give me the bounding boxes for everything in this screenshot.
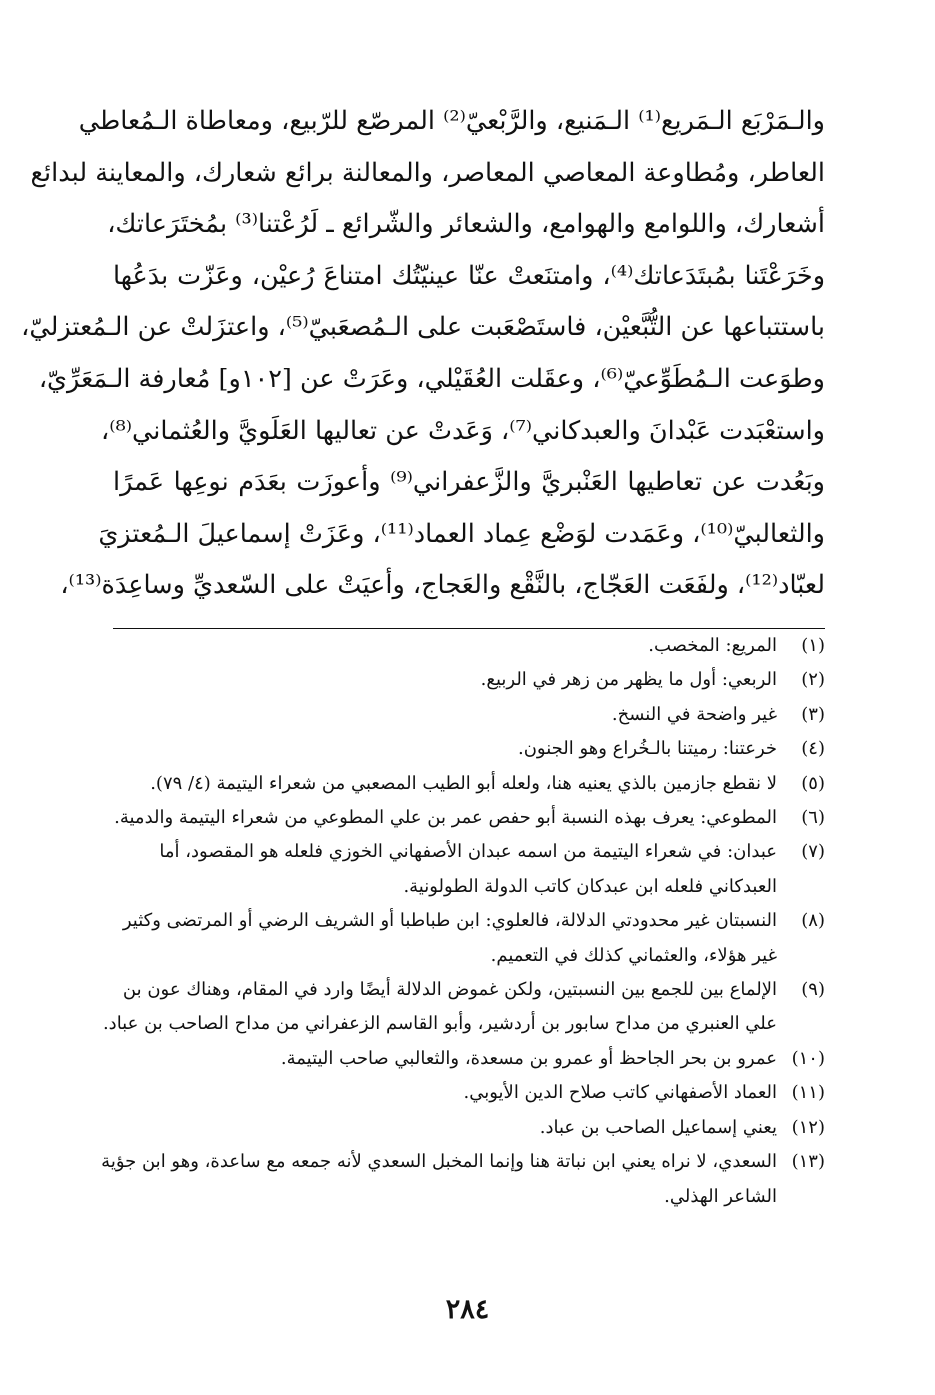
footnote-7-continuation: العبدكاني فلعله ابن عبدكان كاتب الدولة الطولونية. xyxy=(403,875,777,897)
text-line: وطوَعت الـمُطَوِّعيّ⁽⁶⁾، وعقَلت العُقَيْلي، وعَرَتْ عن [١٠٢و] مُعارفة الـمَعَرِّيّ، xyxy=(38,363,825,394)
footnote-13-continuation: الشاعر الهذلي. xyxy=(664,1185,777,1207)
footnote-1 xyxy=(113,629,825,663)
footnote-5 xyxy=(113,767,825,801)
footnote-number: (٦) xyxy=(801,807,825,829)
footnote-4 xyxy=(113,732,825,766)
footnote-9-continuation: علي العنبري من مداح سابور بن أردشير، وأبو القاسم الزعفراني من مداح الصاحب بن عباد. xyxy=(102,1013,777,1035)
text-line: وخَرَعْتَنا بمُبتَدَعاتك⁽⁴⁾، وامتنَعتْ عنّا عينيّتُك امتناعَ رُعيْن، وعَزّت بدَعُها xyxy=(113,260,826,291)
text-line: والـمَرْبَع الـمَريع⁽¹⁾ الـمَنيع، والرَّبْعيّ⁽²⁾ المرصّع للرّبيع، ومعاطاة الـمُعاطي xyxy=(78,106,825,136)
footnote-7 xyxy=(113,835,825,869)
footnote-text: السعدي، لا نراه يعني ابن نباتة هنا وإنما المخبل السعدي لأنه جمعه مع ساعدة، وهو ابن جؤية xyxy=(101,1151,777,1173)
footnote-12 xyxy=(113,1111,825,1145)
text-line: أشعارك، واللوامع والهوامع، والشعائر والشّرائع ـ لَرُعْتنا⁽³⁾ بمُختَرَعاتك، xyxy=(107,209,825,240)
footnote-number: (٧) xyxy=(801,841,825,863)
footnote-number: (٢) xyxy=(801,669,825,691)
footnote-number: (١) xyxy=(801,635,825,656)
footnote-number: (١١) xyxy=(791,1082,825,1104)
footnote-3 xyxy=(113,698,825,732)
footnote-number: (١٣) xyxy=(791,1151,825,1173)
main-text xyxy=(21,96,826,612)
footnote-11 xyxy=(113,1076,825,1110)
footnote-text: عبدان: في شعراء اليتيمة من اسمه عبدان الأصفهاني الخوزي فلعله هو المقصود، أما xyxy=(159,841,777,863)
footnote-10 xyxy=(113,1042,825,1076)
footnote-9 xyxy=(113,973,825,1007)
footnote-number: (١٢) xyxy=(791,1116,825,1138)
footnote-text: عمرو بن بحر الجاحظ أو عمرو بن مسعدة، والثعالبي صاحب اليتيمة. xyxy=(280,1047,777,1069)
footnote-text: العماد الأصفهاني كاتب صلاح الدين الأيوبي. xyxy=(463,1082,777,1104)
footnote-text: خرعتنا: رميتنا بالـخُراع وهو الجنون. xyxy=(517,738,777,760)
footnote-text: المريع: المخصب. xyxy=(648,635,777,656)
footnote-8-continuation: غير هؤلاء، والعثماني كذلك في التعميم. xyxy=(490,944,777,966)
footnote-number: (١٠) xyxy=(791,1047,825,1069)
footnote-text: الإلماع بين للجمع بين النسبتين، ولكن غموض الدلالة أيضًا وارد في المقام، وهناك عون بن xyxy=(122,979,777,1001)
text-line: وبَعُدت عن تعاطيها العَنْبريَّ والزَّعفراني⁽⁹⁾ وأعوزَت بعَدَم نوعِها عَمرًا xyxy=(113,467,825,498)
footnote-text: يعني إسماعيل الصاحب بن عباد. xyxy=(539,1116,777,1138)
footnote-number: (٤) xyxy=(801,738,825,760)
footnote-text: لا نقطع جازمين بالذي يعنيه هنا، ولعله أبو الطيب المصعبي من شعراء اليتيمة (٤/ ٧٩). xyxy=(150,772,777,794)
footnote-13 xyxy=(101,1145,825,1179)
footnote-text: غير واضحة في النسخ. xyxy=(611,703,777,725)
text-line: واستعْبَدت عَبْدانَ والعبدكاني⁽⁷⁾، وَعَدتْ عن تعاليها العَلَويَّ والعُثماني⁽⁸⁾، xyxy=(101,415,825,446)
text-line: العاطر، ومُطاوعة المعاصي المعاصر، والمعالنة برائع شعارك، والمعاينة لبدائع xyxy=(30,157,825,188)
footnote-number: (٥) xyxy=(801,772,825,794)
page-number: ٢٨٤ xyxy=(445,1294,490,1325)
footnote-number: (٩) xyxy=(801,979,825,1001)
text-line: والثعالبيّ⁽¹⁰⁾، وعَمَدت لوَضْع عِماد العماد⁽¹¹⁾، وعَزَتْ إسماعيلَ الـمُعتزيَ xyxy=(98,518,825,549)
footnotes xyxy=(101,629,825,1214)
footnote-6 xyxy=(113,801,825,835)
text-line: باستتباعها عن التُّبَّعيْن، فاستَصْعَبت على الـمُصعَبيّ⁽⁵⁾، واعتزَلتْ عن الـمُعتزليّ، xyxy=(21,312,825,343)
footnote-text: الربعي: أول ما يظهر من زهر في الربيع. xyxy=(480,669,777,691)
footnote-text: المطوعي: يعرف بهذه النسبة أبو حفص عمر بن علي المطوعي من شعراء اليتيمة والدمية. xyxy=(114,807,777,829)
footnote-2 xyxy=(113,663,825,697)
footnote-text: النسبتان غير محدودتي الدلالة، فالعلوي: ابن طباطبا أو الشريف الرضي أو المرتضى وكثير xyxy=(122,910,777,932)
footnote-8 xyxy=(113,904,825,938)
footnote-number: (٨) xyxy=(801,910,825,932)
footnote-number: (٣) xyxy=(801,703,825,725)
text-line: لعبّاد⁽¹²⁾، ولفَعَت العَجّاج، بالنَّقْع والعَجاج، وأعيَتْ على السّعديِّ وساعِدَة⁽¹³⁾، xyxy=(60,570,825,601)
